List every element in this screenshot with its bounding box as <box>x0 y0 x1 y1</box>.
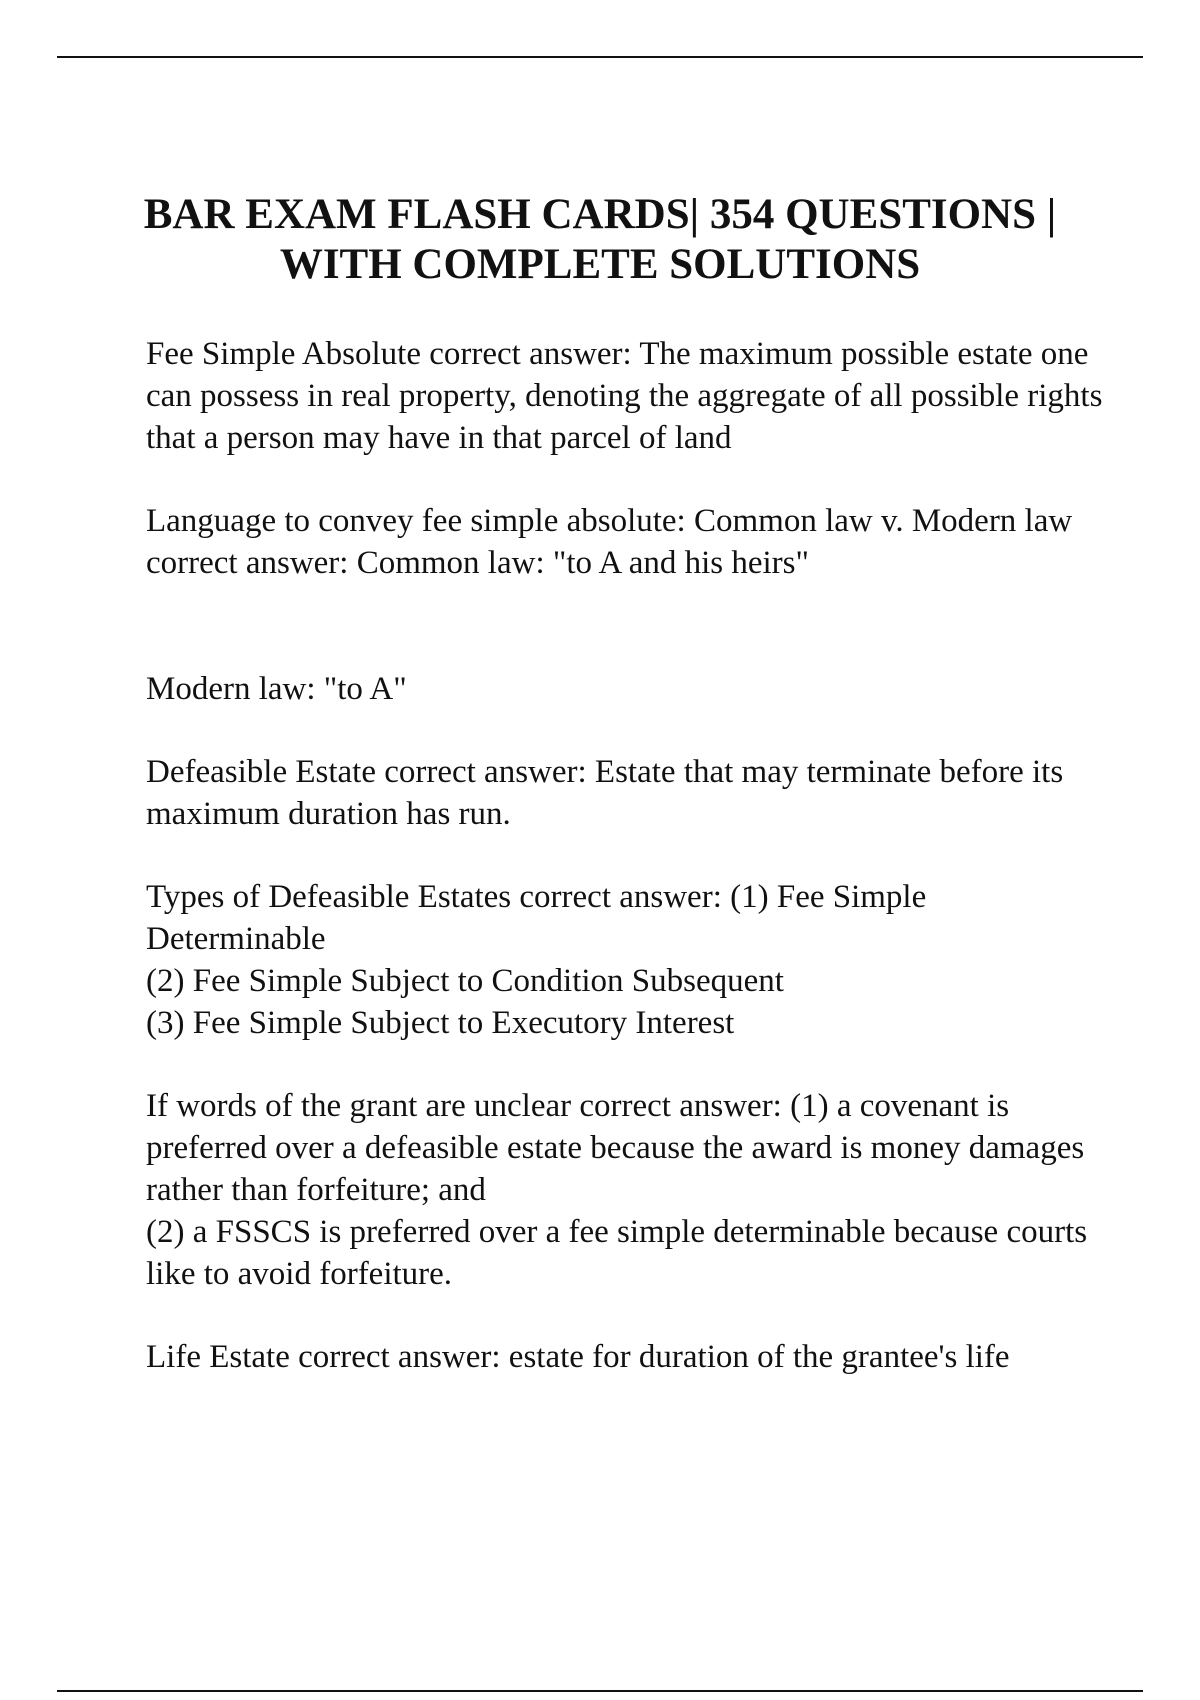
bottom-rule <box>57 1690 1143 1692</box>
flashcard-line: (2) Fee Simple Subject to Condition Subsequent <box>146 963 784 999</box>
flashcard-entry-types-of-defeasible-estates <box>146 876 1106 1044</box>
flashcard-text: Life Estate correct answer: estate for duration of the grantee's life <box>146 1339 1010 1375</box>
flashcard-entry-modern-law <box>146 668 1106 710</box>
flashcard-entry-language-to-convey <box>146 500 1106 584</box>
flashcard-text: Language to convey fee simple absolute: Common law v. Modern law correct answer: Common law: "to A and his heirs" <box>146 503 1073 581</box>
flashcard-text: Modern law: "to A" <box>146 671 407 707</box>
flashcard-entry-life-estate <box>146 1336 1106 1378</box>
top-rule <box>57 56 1143 58</box>
flashcard-text: Fee Simple Absolute correct answer: The maximum possible estate one can possess in real property, denoting the aggregate of all possible rights that a person may have in that parcel of land <box>146 336 1103 456</box>
flashcard-text: Defeasible Estate correct answer: Estate that may terminate before its maximum duration has run. <box>146 754 1064 832</box>
document-title <box>100 190 1100 290</box>
title-line-1: BAR EXAM FLASH CARDS| 354 QUESTIONS | <box>143 191 1057 238</box>
flashcard-line: Types of Defeasible Estates correct answer: (1) Fee Simple Determinable <box>146 879 927 957</box>
flashcard-entry-words-of-grant-unclear <box>146 1085 1106 1295</box>
flashcard-line: (3) Fee Simple Subject to Executory Interest <box>146 1005 735 1041</box>
flashcard-line: (2) a FSSCS is preferred over a fee simple determinable because courts like to avoid forfeiture. <box>146 1214 1088 1292</box>
blank-line-spacer <box>146 584 1106 626</box>
flashcard-list <box>146 333 1106 1419</box>
flashcard-line: If words of the grant are unclear correct answer: (1) a covenant is preferred over a defeasible estate because the award is money damages rather than forfeiture; and <box>146 1088 1085 1208</box>
flashcard-entry-fee-simple-absolute <box>146 333 1106 459</box>
flashcard-text <box>146 1085 1106 1295</box>
flashcard-text <box>146 876 1106 1044</box>
title-line-2: WITH COMPLETE SOLUTIONS <box>279 241 921 288</box>
flashcard-entry-defeasible-estate <box>146 751 1106 835</box>
